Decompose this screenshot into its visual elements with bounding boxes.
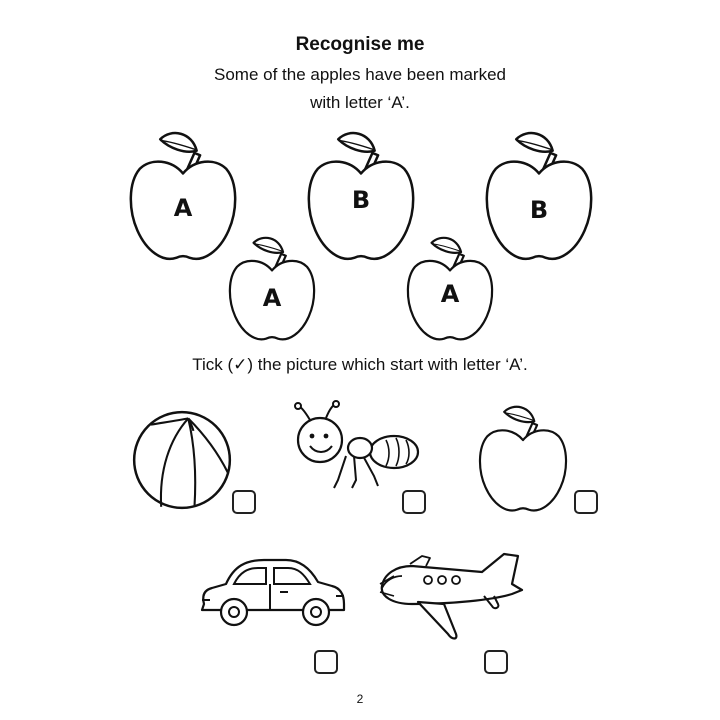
tick-box-ant[interactable] (402, 490, 426, 514)
tick-box-ball[interactable] (232, 490, 256, 514)
car-icon (196, 552, 348, 630)
instruction-text-line-2: with letter ‘A’. (310, 93, 410, 112)
marked-apple-2 (304, 124, 418, 264)
apple-icon (482, 124, 596, 264)
tick-box-apple[interactable] (574, 490, 598, 514)
ant-icon (290, 400, 420, 492)
airplane-icon (372, 550, 524, 646)
marked-apple-5 (404, 230, 496, 344)
apple-letter: B (529, 196, 549, 224)
tick-box-airplane[interactable] (484, 650, 508, 674)
picture-apple (476, 400, 570, 514)
tick-instruction: Tick (✓) the picture which start with letter ‘A’. (192, 355, 528, 374)
picture-ant (290, 400, 420, 492)
page-title: Recognise me (295, 34, 425, 55)
picture-ball (130, 408, 234, 512)
marked-apple-1 (126, 124, 240, 264)
instruction-text-line-1: Some of the apples have been marked (213, 65, 507, 84)
ball-icon (130, 408, 234, 512)
apple-letter: A (440, 280, 460, 308)
apple-letter: A (262, 284, 282, 312)
tick-box-car[interactable] (314, 650, 338, 674)
marked-apple-4 (226, 230, 318, 344)
apple-letter: B (351, 186, 371, 214)
marked-apple-3 (482, 124, 596, 264)
page-number: 2 (356, 692, 364, 706)
picture-car (196, 552, 348, 630)
apple-letter: A (173, 194, 193, 222)
picture-airplane (372, 550, 524, 646)
apple-icon (476, 400, 570, 514)
